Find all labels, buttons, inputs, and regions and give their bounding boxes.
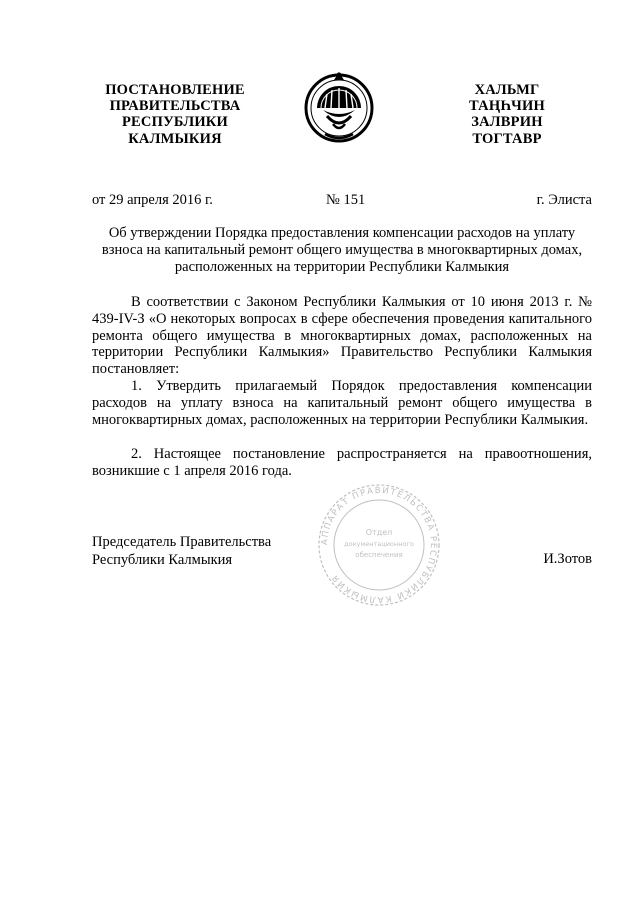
header-right-line: ТАҢҺЧИН	[469, 98, 545, 115]
header-left-line: ПОСТАНОВЛЕНИЕ	[105, 82, 245, 98]
official-stamp	[314, 482, 444, 608]
header-right-line: ХАЛЬМГ	[474, 82, 540, 98]
header-left-line: ПРАВИТЕЛЬСТВА	[109, 98, 241, 115]
body-paragraph-item-1: 1. Утвердить прилагаемый Порядок предоставления компенсации расходов на уплату взноса на капитальный ремонт общего имущества в многоквартирных домах, расположенных на территории Республики Калмыкия.	[92, 378, 592, 428]
document-city: г. Элиста	[536, 192, 592, 208]
header-left-line: РЕСПУБЛИКИ	[121, 114, 229, 131]
stamp-ring-text: АППАРАТ ПРАВИТЕЛЬСТВА РЕСПУБЛИКИ КАЛМЫКИЯ	[319, 485, 439, 605]
header-left-line: КАЛМЫКИЯ	[128, 130, 222, 147]
signatory-name: И.Зотов	[543, 551, 592, 567]
header-left	[100, 82, 250, 147]
document-number: № 151	[326, 192, 366, 208]
body-paragraph-preamble: В соответствии с Законом Республики Калмыкия от 10 июня 2013 г. № 439-IV-З «О некоторых вопросах в сфере обеспечения проведения капитального ремонта общего имущества в многоквартирных домах, расположенных на территории Республики Калмыкия» Правительство Республики Калмыкия постановляет:	[92, 294, 592, 378]
signatory-title-line: Председатель Правительства	[92, 534, 272, 550]
header-right-line: ЗАЛВРИН	[471, 114, 543, 131]
kalmykia-coat-of-arms-icon	[303, 68, 375, 148]
signatory-title-line: Республики Калмыкия	[92, 552, 233, 568]
document-date: от 29 апреля 2016 г.	[92, 192, 213, 208]
stamp-inner-line: Отдел	[365, 528, 393, 537]
header-right-line: ТОГТАВР	[472, 130, 542, 147]
stamp-inner-line: обеспечения	[355, 551, 403, 559]
stamp-inner-line: документационного	[344, 540, 414, 548]
header-right	[452, 82, 562, 147]
document-title: Об утверждении Порядка предоставления компенсации расходов на уплату взноса на капитальный ремонт общего имущества в многоквартирных домах, расположенных на территории Республики Калмыкия	[101, 225, 583, 275]
signatory-title	[92, 533, 271, 569]
body-paragraph-item-2: 2. Настоящее постановление распространяется на правоотношения, возникшие с 1 апреля 2016 года.	[92, 446, 592, 479]
